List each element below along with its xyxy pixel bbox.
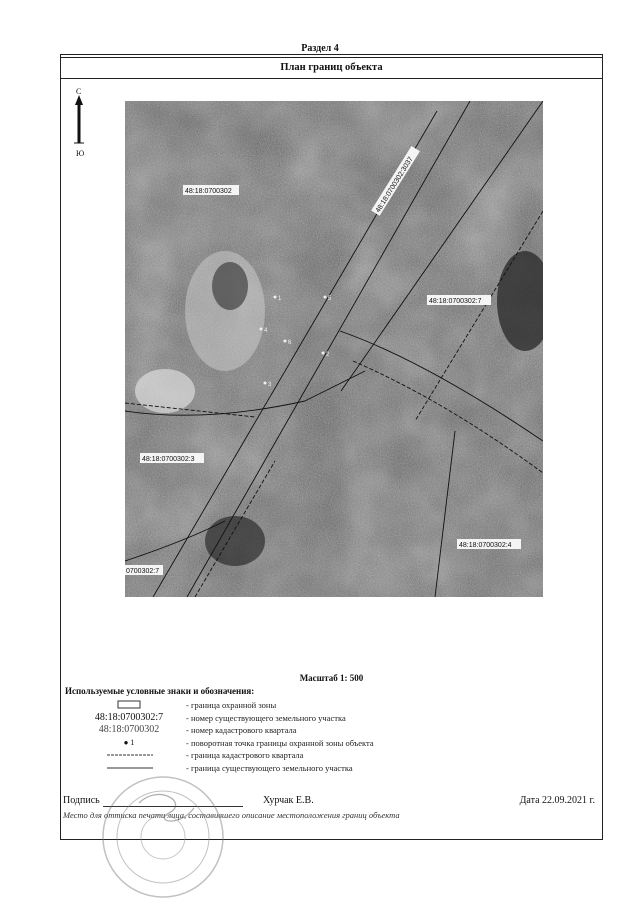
- document-frame: [60, 54, 603, 840]
- legend-item: [61, 699, 601, 711]
- map-shading: [125, 101, 543, 597]
- turning-point: [284, 340, 287, 343]
- signer-name: Хурчак Е.В.: [263, 795, 314, 806]
- legend-title: Используемые условные знаки и обозначения:: [65, 686, 255, 696]
- legend-item: [61, 724, 601, 736]
- north-arrow: [73, 87, 93, 163]
- turning-point-symbol: ● 1: [123, 738, 135, 747]
- map-scale: Масштаб 1: 500: [299, 673, 364, 683]
- turning-point-label: 4: [264, 328, 268, 334]
- parcel-label: 48:18:0700302:4: [459, 542, 512, 549]
- parcel-number-symbol: 48:18:0700302:7: [94, 712, 164, 723]
- parcel-label: 48:18:0700302:3: [142, 456, 195, 463]
- legend-description: - граница кадастрового квартала: [186, 750, 304, 760]
- turning-point-label: 6: [288, 340, 292, 346]
- terrain-dark: [205, 516, 265, 566]
- seal-stamp: [99, 773, 227, 901]
- turning-point-label: 3: [268, 382, 272, 388]
- quarter-number-symbol: 48:18:0700302: [98, 724, 160, 735]
- map-canvas: [125, 101, 543, 597]
- compass-south-label: Ю: [76, 149, 85, 158]
- legend-description: - поворотная точка границы охранной зоны объекта: [186, 738, 374, 748]
- parcel-label: 48:18:0700302:3037: [374, 155, 415, 215]
- satellite-map: [125, 101, 543, 597]
- plan-title: План границ объекта: [61, 55, 602, 79]
- turning-point: [324, 296, 327, 299]
- legend-description: - граница существующего земельного участка: [186, 763, 353, 773]
- handwritten-signature: [139, 794, 194, 821]
- legend-description: - номер существующего земельного участка: [186, 713, 346, 723]
- legend-description: - граница охранной зоны: [186, 700, 277, 710]
- parcel-label: 48:18:0700302:7: [429, 298, 482, 305]
- quarter-boundary-symbol: [77, 749, 181, 761]
- turning-point-label: 5: [328, 296, 332, 302]
- legend-description: - номер кадастрового квартала: [186, 725, 297, 735]
- parcel-label: 0700302:7: [126, 568, 160, 575]
- turning-point-label: 1: [278, 296, 282, 302]
- signature-label: Подпись: [63, 795, 100, 806]
- legend-item: [61, 749, 601, 761]
- turning-point: [274, 296, 277, 299]
- terrain-dark: [212, 262, 248, 310]
- terrain-light: [135, 369, 195, 413]
- parcel-label: 48:18:0700302: [185, 188, 232, 195]
- turning-point-label: 2: [326, 352, 330, 358]
- legend-item: [61, 712, 601, 724]
- turning-point: [322, 352, 325, 355]
- signature-date: Дата 22.09.2021 г.: [519, 795, 595, 806]
- turning-point: [260, 328, 263, 331]
- protection-zone-symbol: [77, 699, 181, 711]
- section-title: Раздел 4: [301, 43, 339, 54]
- turning-point: [264, 382, 267, 385]
- stamp-caption: Место для оттиска печати лица, составившего описание местоположения границ объекта: [63, 810, 400, 820]
- legend-item: [61, 737, 601, 749]
- compass-north-label: С: [76, 87, 82, 96]
